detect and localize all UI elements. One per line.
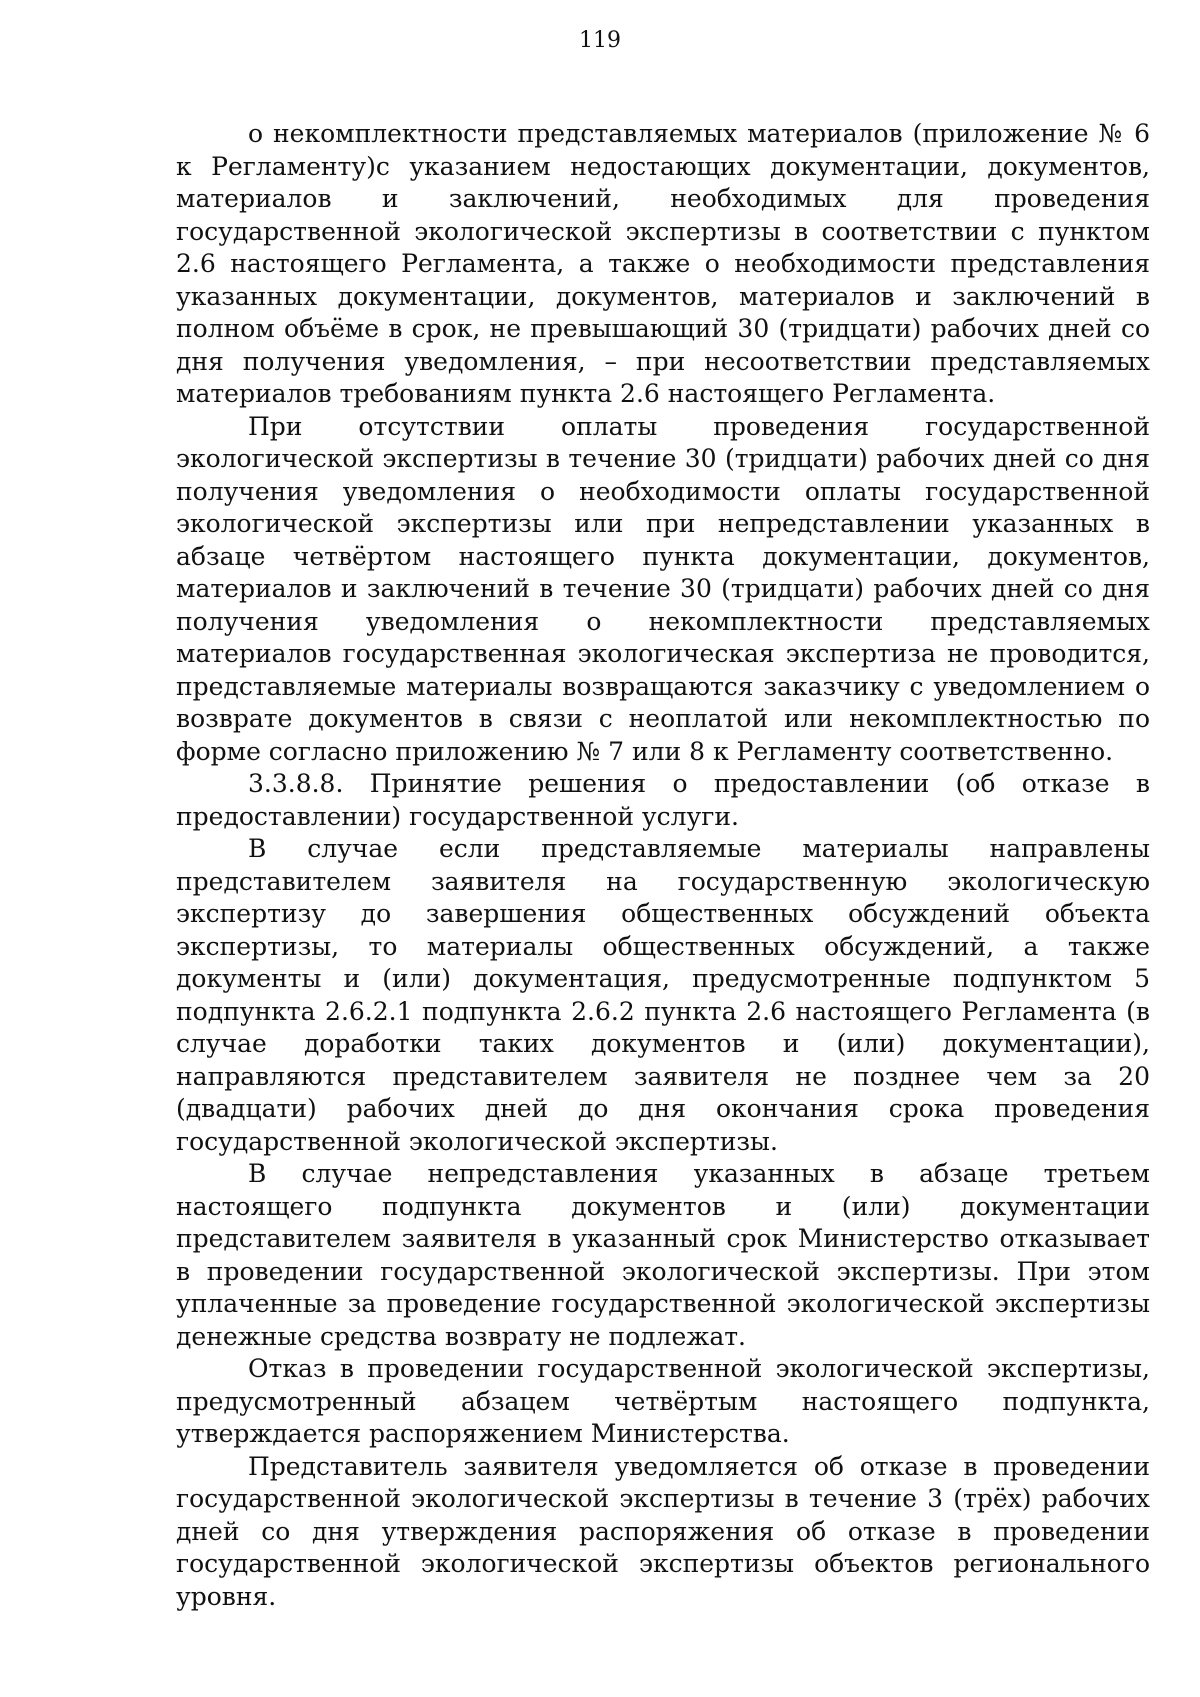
paragraph: 3.3.8.8. Принятие решения о предоставлении (об отказе в предоставлении) государственной услуги.	[176, 769, 1150, 831]
paragraph: При отсутствии оплаты проведения государственной экологической экспертизы в течение 30 (тридцати) рабочих дней со дня получения уведомления о необходимости оплаты государственной экологической экспертизы или при непредставлении указанных в абзаце четвёртом настоящего пункта документации, документов, материалов и заключений в течение 30 (тридцати) рабочих дней со дня получения уведомления о некомплектности представляемых материалов государственная экологическая экспертиза не проводится, представляемые материалы возвращаются заказчику с уведомлением о возврате документов в связи с неоплатой или некомплектностью по форме согласно приложению № 7 или 8 к Регламенту соответственно.	[176, 411, 1150, 766]
paragraph: В случае если представляемые материалы направлены представителем заявителя на государственную экологическую экспертизу до завершения общественных обсуждений объекта экспертизы, то материалы общественных обсуждений, а также документы и (или) документация, предусмотренные подпунктом 5 подпункта 2.6.2.1 подпункта 2.6.2 пункта 2.6 настоящего Регламента (в случае доработки таких документов и (или) документации), направляются представителем заявителя не позднее чем за 20 (двадцати) рабочих дней до дня окончания срока проведения государственной экологической экспертизы.	[176, 834, 1150, 1156]
paragraph: о некомплектности представляемых материалов (приложение № 6 к Регламенту)с указанием недостающих документации, документов, материалов и заключений, необходимых для проведения государственной экологической экспертизы в соответствии с пунктом 2.6 настоящего Регламента, а также о необходимости представления указанных документации, документов, материалов и заключений в полном объёме в срок, не превышающий 30 (тридцати) рабочих дней со дня получения уведомления, – при несоответствии представляемых материалов требованиям пункта 2.6 настоящего Регламента.	[176, 119, 1150, 408]
paragraph: Представитель заявителя уведомляется об отказе в проведении государственной экологической экспертизы в течение 3 (трёх) рабочих дней со дня утверждения распоряжения об отказе в проведении государственной экологической экспертизы объектов регионального уровня.	[176, 1451, 1150, 1611]
paragraph: В случае непредставления указанных в абзаце третьем настоящего подпункта документов и (или) документации представителем заявителя в указанный срок Министерство отказывает в проведении государственной экологической экспертизы. При этом уплаченные за проведение государственной экологической экспертизы денежные средства возврату не подлежат.	[176, 1159, 1150, 1351]
document-body	[176, 118, 1150, 1613]
paragraph: Отказ в проведении государственной экологической экспертизы, предусмотренный абзацем четвёртым настоящего подпункта, утверждается распоряжением Министерства.	[176, 1354, 1150, 1448]
page-number: 119	[579, 28, 621, 53]
